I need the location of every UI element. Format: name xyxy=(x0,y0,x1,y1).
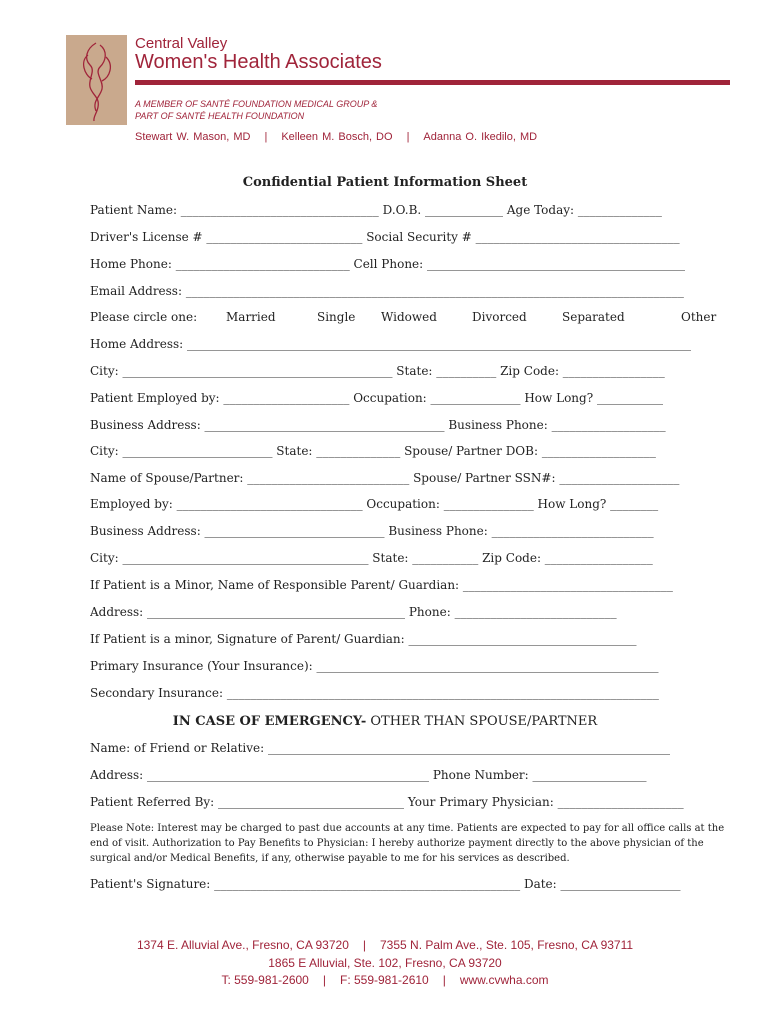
spouse-city-line[interactable]: City: _________________________________________ State: ___________ Zip Code: __________________ xyxy=(90,551,653,565)
footer-address-3: 1865 E Alluvial, Ste. 102, Fresno, CA 93720 xyxy=(268,956,502,970)
email-line[interactable]: Email Address: ___________________________________________________________________________________ xyxy=(90,284,684,298)
physician-name: Kelleen M. Bosch, DO xyxy=(281,131,393,143)
footer-contact xyxy=(0,973,770,987)
phone-line[interactable]: Home Phone: _____________________________ Cell Phone: ___________________________________________ xyxy=(90,257,686,271)
footer-phone: T: 559-981-2600 xyxy=(221,973,309,987)
marital-option-divorced[interactable]: Divorced xyxy=(472,310,527,324)
affiliation-line2: PART OF SANTÉ HEALTH FOUNDATION xyxy=(135,111,305,121)
marital-option-separated[interactable]: Separated xyxy=(562,310,625,324)
physician-name: Adanna O. Ikedilo, MD xyxy=(423,131,538,143)
emergency-contact-line[interactable]: Name: of Friend or Relative: ___________________________________________________________________ xyxy=(90,741,671,755)
footer-addresses xyxy=(0,938,770,952)
spouse-employer-line[interactable]: Employed by: _______________________________ Occupation: _______________ How Long? ________ xyxy=(90,497,659,511)
marital-option-other[interactable]: Other xyxy=(681,310,717,324)
affiliation-text xyxy=(135,98,377,122)
emergency-heading-bold: IN CASE OF EMERGENCY- xyxy=(172,714,367,729)
separator: | xyxy=(442,973,446,987)
home-address-line[interactable]: Home Address: ____________________________________________________________________________________ xyxy=(90,337,692,351)
org-name-line2: Women's Health Associates xyxy=(135,51,382,73)
emergency-address-line[interactable]: Address: _______________________________________________ Phone Number: ___________________ xyxy=(90,768,647,782)
footer-fax: F: 559-981-2610 xyxy=(339,973,429,987)
guardian-signature-line[interactable]: If Patient is a minor, Signature of Parent/ Guardian: ______________________________________ xyxy=(90,632,637,646)
footer-address-1: 1374 E. Alluvial Ave., Fresno, CA 93720 xyxy=(136,938,349,952)
city-state-zip-line[interactable]: City: _____________________________________________ State: __________ Zip Code: _________________ xyxy=(90,364,665,378)
drivers-license-line[interactable]: Driver's License # __________________________ Social Security # __________________________________ xyxy=(90,230,680,244)
patient-employer-line[interactable]: Patient Employed by: _____________________ Occupation: _______________ How Long? ___________ xyxy=(90,391,663,405)
physician-name: Stewart W. Mason, MD xyxy=(135,131,251,143)
separator: | xyxy=(264,131,268,143)
footer-website-link[interactable]: www.cvwha.com xyxy=(459,973,549,987)
logo xyxy=(66,35,127,125)
figure-logo-icon xyxy=(66,35,127,125)
marital-option-single[interactable]: Single xyxy=(317,310,356,324)
spouse-business-address-line[interactable]: Business Address: ______________________________ Business Phone: ___________________________ xyxy=(90,524,654,538)
primary-insurance-line[interactable]: Primary Insurance (Your Insurance): _________________________________________________________ xyxy=(90,659,659,673)
marital-option-married[interactable]: Married xyxy=(226,310,276,324)
form-title: Confidential Patient Information Sheet xyxy=(242,175,528,190)
separator: | xyxy=(406,131,410,143)
org-name-line1: Central Valley xyxy=(135,35,228,52)
affiliation-line1: A MEMBER OF SANTÉ FOUNDATION MEDICAL GROUP & xyxy=(135,99,378,109)
physician-list xyxy=(135,131,537,143)
payment-note: Please Note: Interest may be charged to past due accounts at any time. Patients are expected to pay for all office calls at the end of visit. Authorization to Pay Benefits to Physician: I hereby authorize payment directly to the above physician of the surgical and/or Medical Benefits, if any, otherwise payable to me for his services as described. xyxy=(90,823,725,864)
emergency-heading-rest: OTHER THAN SPOUSE/PARTNER xyxy=(366,714,598,729)
patient-signature-line[interactable]: Patient's Signature: ___________________________________________________ Date: ____________________ xyxy=(90,877,681,891)
business-city-line[interactable]: City: _________________________ State: ______________ Spouse/ Partner DOB: ___________________ xyxy=(90,444,656,458)
spouse-name-line[interactable]: Name of Spouse/Partner: ___________________________ Spouse/ Partner SSN#: ____________________ xyxy=(90,471,680,485)
footer-address-2: 7355 N. Palm Ave., Ste. 105, Fresno, CA 93711 xyxy=(380,938,634,952)
marital-option-widowed[interactable]: Widowed xyxy=(381,310,437,324)
header-divider xyxy=(135,80,730,85)
business-address-line[interactable]: Business Address: ________________________________________ Business Phone: ___________________ xyxy=(90,418,666,432)
marital-prompt: Please circle one: xyxy=(90,310,198,324)
separator: | xyxy=(322,973,326,987)
secondary-insurance-line[interactable]: Secondary Insurance: ________________________________________________________________________ xyxy=(90,686,659,700)
guardian-address-line[interactable]: Address: ___________________________________________ Phone: ___________________________ xyxy=(90,605,617,619)
emergency-heading xyxy=(0,714,770,729)
guardian-name-line[interactable]: If Patient is a Minor, Name of Responsible Parent/ Guardian: ___________________________________ xyxy=(90,578,673,592)
referral-line[interactable]: Patient Referred By: _______________________________ Your Primary Physician: _____________________ xyxy=(90,795,684,809)
patient-name-line[interactable]: Patient Name: _________________________________ D.O.B. _____________ Age Today: ______________ xyxy=(90,203,662,217)
separator: | xyxy=(362,938,366,952)
